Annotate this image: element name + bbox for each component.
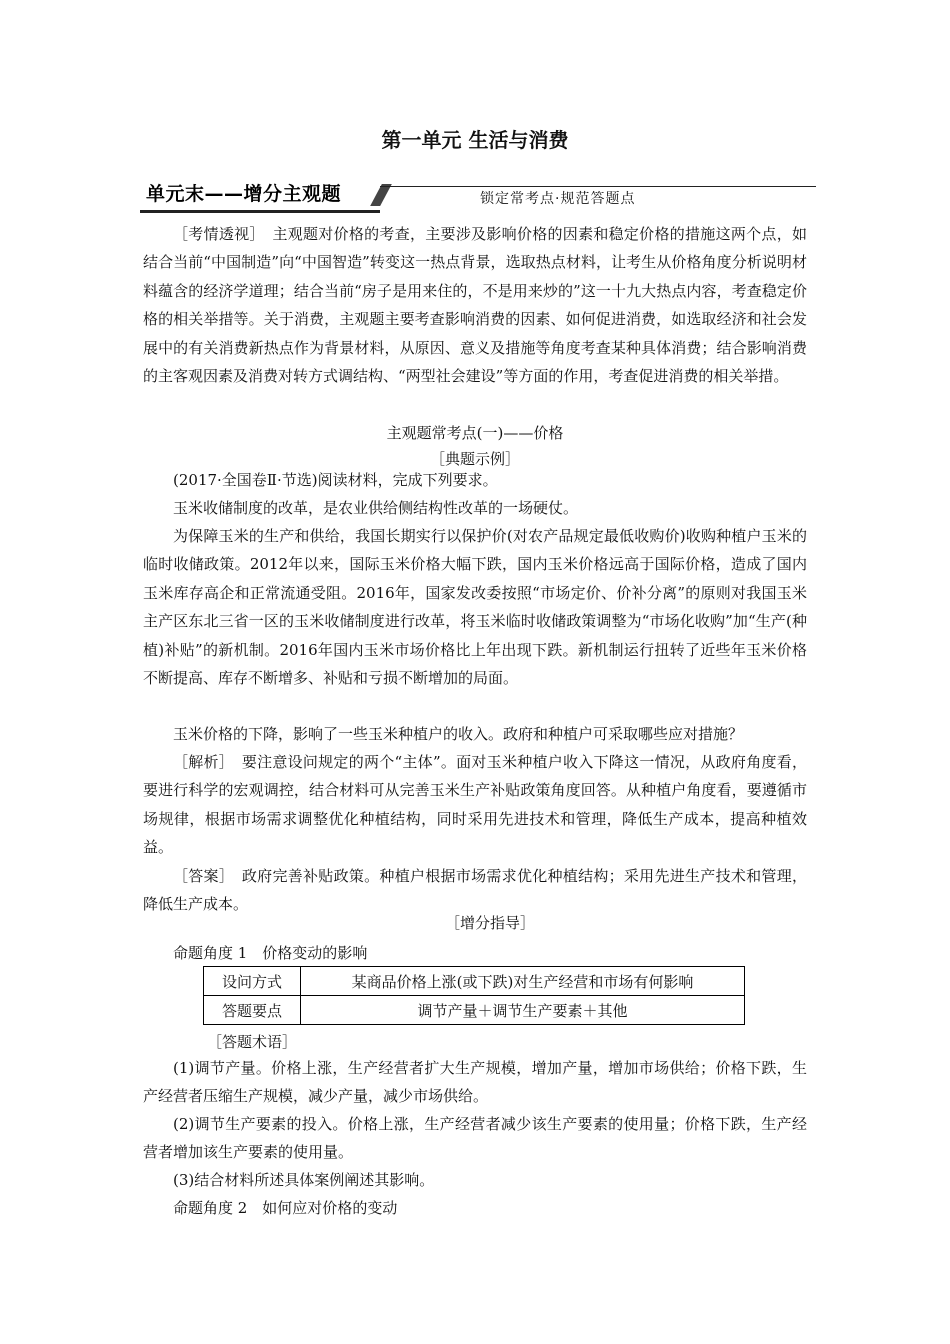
banner-label: 单元末——增分主观题	[146, 183, 342, 205]
section-banner	[140, 178, 816, 212]
guide-label: ［增分指导］	[444, 914, 535, 932]
analysis-paragraph: ［解析］ 要注意设问规定的两个“主体”。面对玉米种植户收入下降这一情况，从政府角度看，要进行科学的宏观调控，结合材料可从完善玉米生产补贴政策角度回答。从种植户角度看，要遵循市场规律，根据市场需求调整优化种植结构，同时采用先进技术和管理，降低生产成本，提高种植效益。	[143, 753, 807, 857]
table-cell-key: 设问方式	[204, 967, 301, 996]
table-cell-value: 某商品价格上涨(或下跌)对生产经营和市场有何影响	[301, 967, 745, 996]
banner-rule	[380, 186, 816, 187]
material-paragraph-1: 玉米收储制度的改革，是农业供给侧结构性改革的一场硬仗。	[173, 499, 579, 517]
banner-underline	[140, 210, 380, 213]
table-cell-key: 答题要点	[204, 996, 301, 1025]
term-3-paragraph: (3)结合材料所述具体案例阐述其影响。	[173, 1171, 435, 1189]
material-paragraph-2: 为保障玉米的生产和供给，我国长期实行以保护价(对农产品规定最低收购价)收购种植户玉米的临时收储政策。2012年以来，国际玉米价格大幅下跌，国内玉米价格远高于国际价格，造成了国内玉米库存高企和正常流通受阻。2016年，国家发改委按照“市场定价、价补分离”的原则对我国玉米主产区东北三省一区的玉米收储制度进行改革，将玉米临时收储政策调整为“市场化收购”加“生产(种植)补贴”的新机制。2016年国内玉米市场价格比上年出现下跌。新机制运行扭转了近些年玉米价格不断提高、库存不断增多、补贴和亏损不断增加的局面。	[143, 527, 807, 688]
banner-subtitle: 锁定常考点·规范答题点	[480, 191, 636, 207]
question-paragraph: 玉米价格的下降，影响了一些玉米种植户的收入。政府和种植户可采取哪些应对措施？	[173, 725, 744, 743]
answer-points-table	[203, 966, 745, 1025]
term-2-paragraph: (2)调节生产要素的投入。价格上涨，生产经营者减少该生产要素的使用量；价格下跌，生产经营者增加该生产要素的使用量。	[143, 1115, 807, 1162]
page-title: 第一单元 生活与消费	[381, 128, 569, 152]
term-1-paragraph: (1)调节产量。价格上涨，生产经营者扩大生产规模，增加产量，增加市场供给；价格下跌，生产经营者压缩生产规模，减少产量，减少市场供给。	[143, 1059, 807, 1106]
example-label: ［典题示例］	[429, 450, 520, 468]
angle-2-heading: 命题角度 2 如何应对价格的变动	[173, 1199, 398, 1217]
section-heading: 主观题常考点(一)——价格	[386, 424, 564, 442]
table-row	[204, 996, 745, 1025]
answer-paragraph: ［答案］ 政府完善补贴政策。种植户根据市场需求优化种植结构；采用先进生产技术和管理，降低生产成本。	[143, 867, 807, 914]
angle-1-heading: 命题角度 1 价格变动的影响	[173, 944, 368, 962]
table-row	[204, 967, 745, 996]
table-cell-value: 调节产量＋调节生产要素＋其他	[301, 996, 745, 1025]
intro-paragraph: ［考情透视］ 主观题对价格的考查，主要涉及影响价格的因素和稳定价格的措施这两个点，如结合当前“中国制造”向“中国智造”转变这一热点背景，选取热点材料，让考生从价格角度分析说明材料蕴含的经济学道理；结合当前“房子是用来住的，不是用来炒的”这一十九大热点内容，考查稳定价格的相关举措等。关于消费，主观题主要考查影响消费的因素、如何促进消费，如选取经济和社会发展中的有关消费新热点作为背景材料，从原因、意义及措施等角度考查某种具体消费；结合影响消费的主客观因素及消费对转方式调结构、“两型社会建设”等方面的作用，考查促进消费的相关举措。	[143, 225, 807, 386]
source-line: (2017·全国卷Ⅱ·节选)阅读材料，完成下列要求。	[173, 471, 498, 489]
terms-label: ［答题术语］	[207, 1033, 298, 1051]
